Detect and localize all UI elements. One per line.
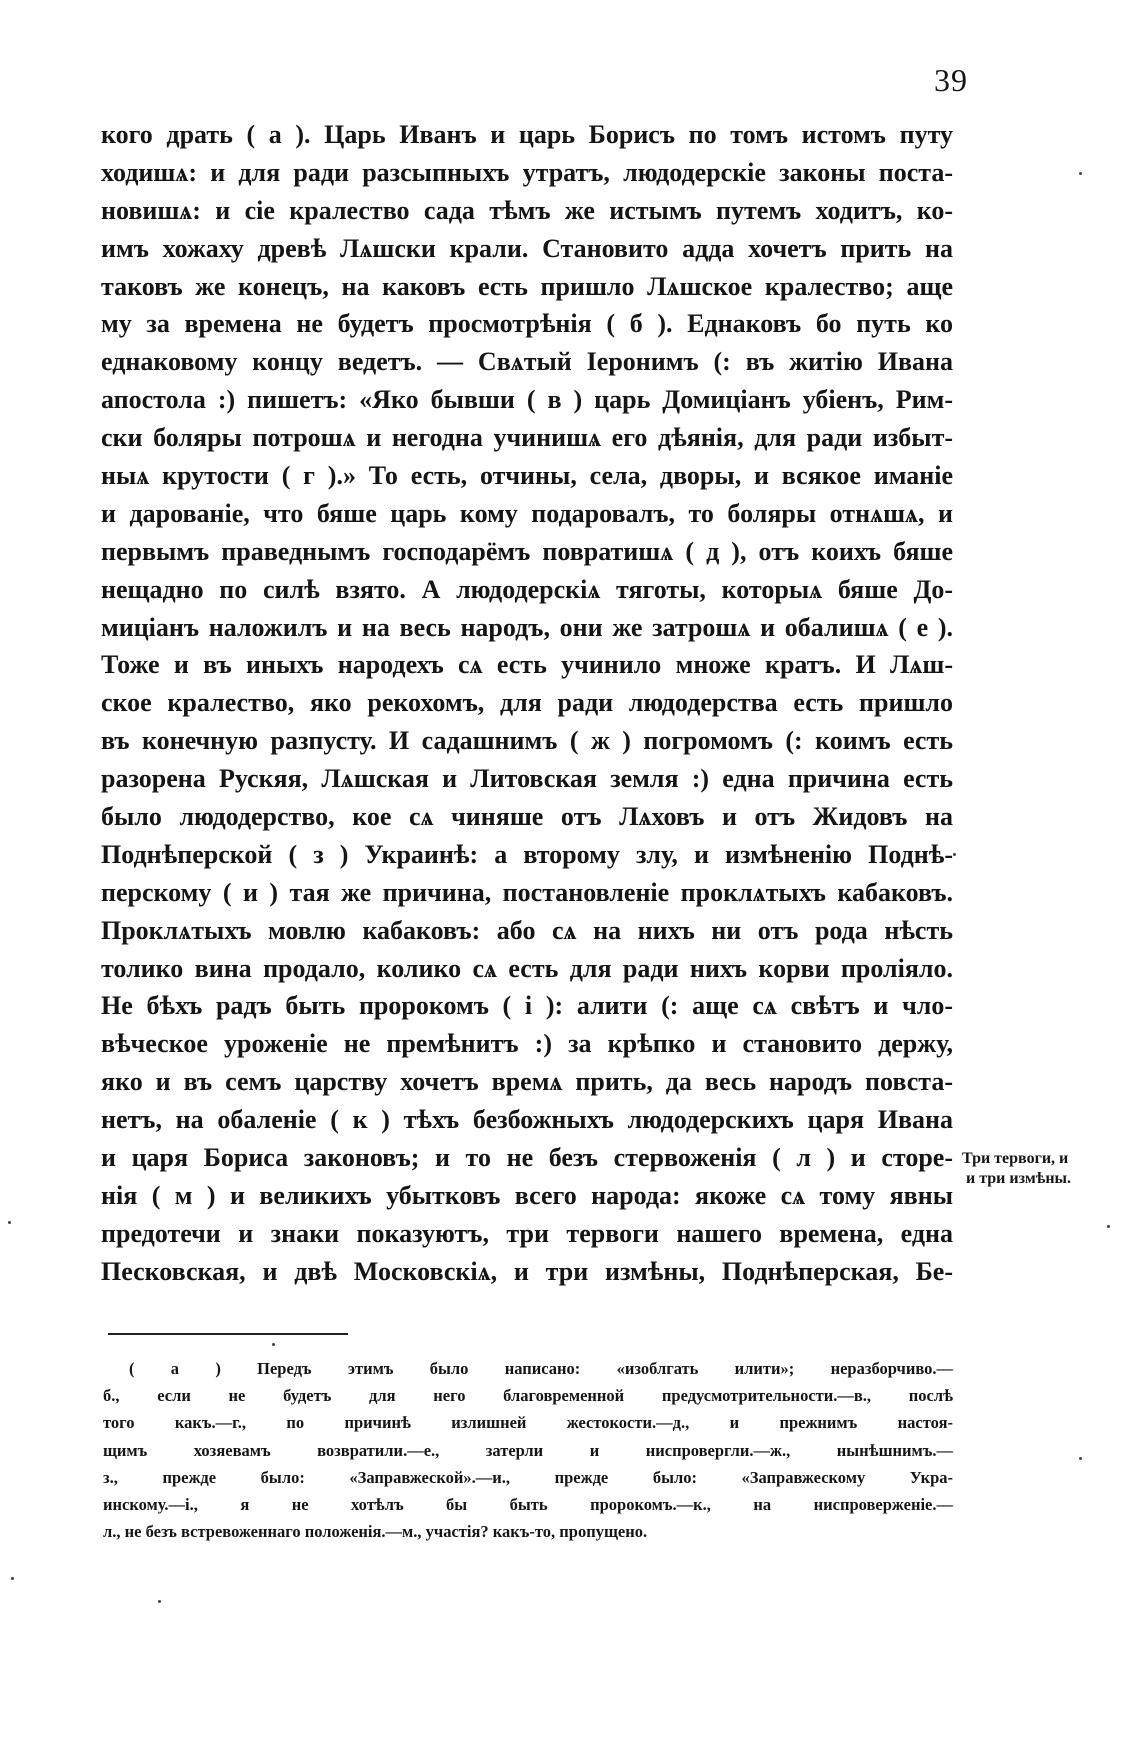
text-line: было людодерство, кое сѧ чиняше отъ Лѧховъ и отъ Жидовъ на [101, 802, 953, 832]
print-speck [1079, 1457, 1082, 1460]
text-line: и царя Бориса законовъ; и то не безъ стервоженія ( л ) и сторе- [101, 1143, 953, 1173]
footnote-line: з., прежде было: «Заправжеской».—и., прежде было: «Заправжескому Укра- [103, 1467, 953, 1487]
text-line: Тоже и въ иныхъ народехъ сѧ есть учинило множе кратъ. И Лѧш- [101, 650, 953, 680]
margin-note-line: и три измѣны. [966, 1170, 1072, 1187]
text-line: миціанъ наложилъ и на весь народъ, они же затрошѧ и обалишѧ ( е ). [101, 612, 953, 642]
text-line: нетъ, на обаленіе ( к ) тѣхъ безбожныхъ людодерскихъ царя Ивана [101, 1105, 953, 1135]
text-line: перскому ( и ) тая же причина, постановленіе проклѧтыхъ кабаковъ. [101, 877, 953, 907]
text-line: въ конечную разпусту. И садашнимъ ( ж ) погромомъ (: коимъ есть [101, 726, 953, 756]
print-speck [953, 853, 956, 856]
print-speck [272, 1343, 275, 1346]
text-line: вѣческое уроженіе не премѣнитъ :) за крѣпко и становито держу, [101, 1029, 953, 1059]
text-line: ныѧ крутости ( г ).» То есть, отчины, села, дворы, и всякое иманіе [101, 461, 953, 491]
text-line: апостола :) пишетъ: «Яко бывши ( в ) царь Домиціанъ убіенъ, Рим- [101, 385, 953, 415]
text-line: Проклѧтыхъ мовлю кабаковъ: або сѧ на нихъ ни отъ рода нѣсть [101, 915, 953, 945]
text-line: му за времена не будетъ просмотрѣнія ( б ). Еднаковъ бо путь ко [101, 309, 953, 339]
text-line: Поднѣперской ( з ) Украинѣ: а второму злу, и измѣненію Поднѣ- [101, 839, 953, 869]
page-number: 39 [934, 62, 968, 98]
print-speck [11, 1577, 14, 1580]
footnote-line: инскому.—і., я не хотѣлъ бы быть пророкомъ.—к., на ниспроверженіе.— [103, 1494, 953, 1514]
text-line: новишѧ: и сіе кралество сада тѣмъ же истымъ путемъ ходитъ, ко- [101, 195, 953, 225]
text-line: разорена Рускяя, Лѧшская и Литовская земля :) една причина есть [101, 764, 953, 794]
print-speck [1107, 1225, 1110, 1228]
main-text [101, 116, 953, 1291]
text-line: имъ хожаху древѣ Лѧшски крали. Становито адда хочетъ прить на [101, 233, 953, 263]
text-line: предотечи и знаки показуютъ, три тервоги нашего времена, една [101, 1218, 953, 1248]
text-line: нія ( м ) и великихъ убытковъ всего народа: якоже сѧ тому явны [101, 1180, 953, 1210]
text-line: ски боляры потрошѧ и негодна учинишѧ его дѣянія, для ради избыт- [101, 423, 953, 453]
text-line: кого драть ( а ). Царь Иванъ и царь Борисъ по томъ истомъ путу [101, 120, 953, 149]
footnote-line: того какъ.—г., по причинѣ излишней жестокости.—д., и прежнимъ настоя- [103, 1413, 953, 1433]
print-speck [1079, 172, 1082, 175]
footnote-line: ( а ) Передъ этимъ было написано: «изоблгать илити»; неразборчиво.— [129, 1359, 953, 1378]
text-line: таковъ же конецъ, на каковъ есть пришло Лѧшское кралество; аще [101, 271, 953, 301]
text-line: ходишѧ: и для ради разсыпныхъ утратъ, людодерскіе законы поста- [101, 157, 953, 187]
text-line: и дарованіе, что бяше царь кому подаровалъ, то боляры отнѧшѧ, и [101, 498, 953, 528]
text-line: еднаковому концу ведетъ. — Свѧтый Іеронимъ (: въ житію Ивана [101, 347, 953, 377]
text-line: нещадно по силѣ взято. А людодерскіѧ тяготы, которыѧ бяше До- [101, 574, 953, 604]
footnote-line: л., не безъ встревоженнаго положенія.—м., участія? какъ-то, пропущено. [103, 1522, 648, 1542]
text-line: яко и въ семъ царству хочетъ времѧ прить, да весь народъ повста- [101, 1067, 953, 1097]
footnote-line: б., если не будетъ для него благовременной предусмотрительности.—в., послѣ [103, 1386, 953, 1406]
footnote-divider [108, 1333, 348, 1335]
margin-note-line: Три тервоги, и [962, 1150, 1069, 1167]
print-speck [8, 1221, 11, 1224]
text-line: ское кралество, яко рекохомъ, для ради людодерства есть пришло [101, 688, 953, 718]
text-line: толико вина продало, колико сѧ есть для ради нихъ корви проліяло. [101, 953, 953, 983]
footnotes [103, 1355, 953, 1545]
text-line: первымъ праведнымъ господарёмъ повратишѧ ( д ), отъ коихъ бяше [101, 536, 953, 566]
text-line: Не бѣхъ радъ быть пророкомъ ( і ): алити (: аще сѧ свѣтъ и чло- [101, 991, 953, 1021]
print-speck [158, 1600, 161, 1603]
text-line: Песковская, и двѣ Московскіѧ, и три измѣны, Поднѣперская, Бе- [101, 1256, 953, 1286]
footnote-line: щимъ хозяевамъ возвратили.—е., затерли и ниспровергли.—ж., нынѣшнимъ.— [103, 1440, 953, 1460]
margin-note [962, 1149, 1102, 1189]
